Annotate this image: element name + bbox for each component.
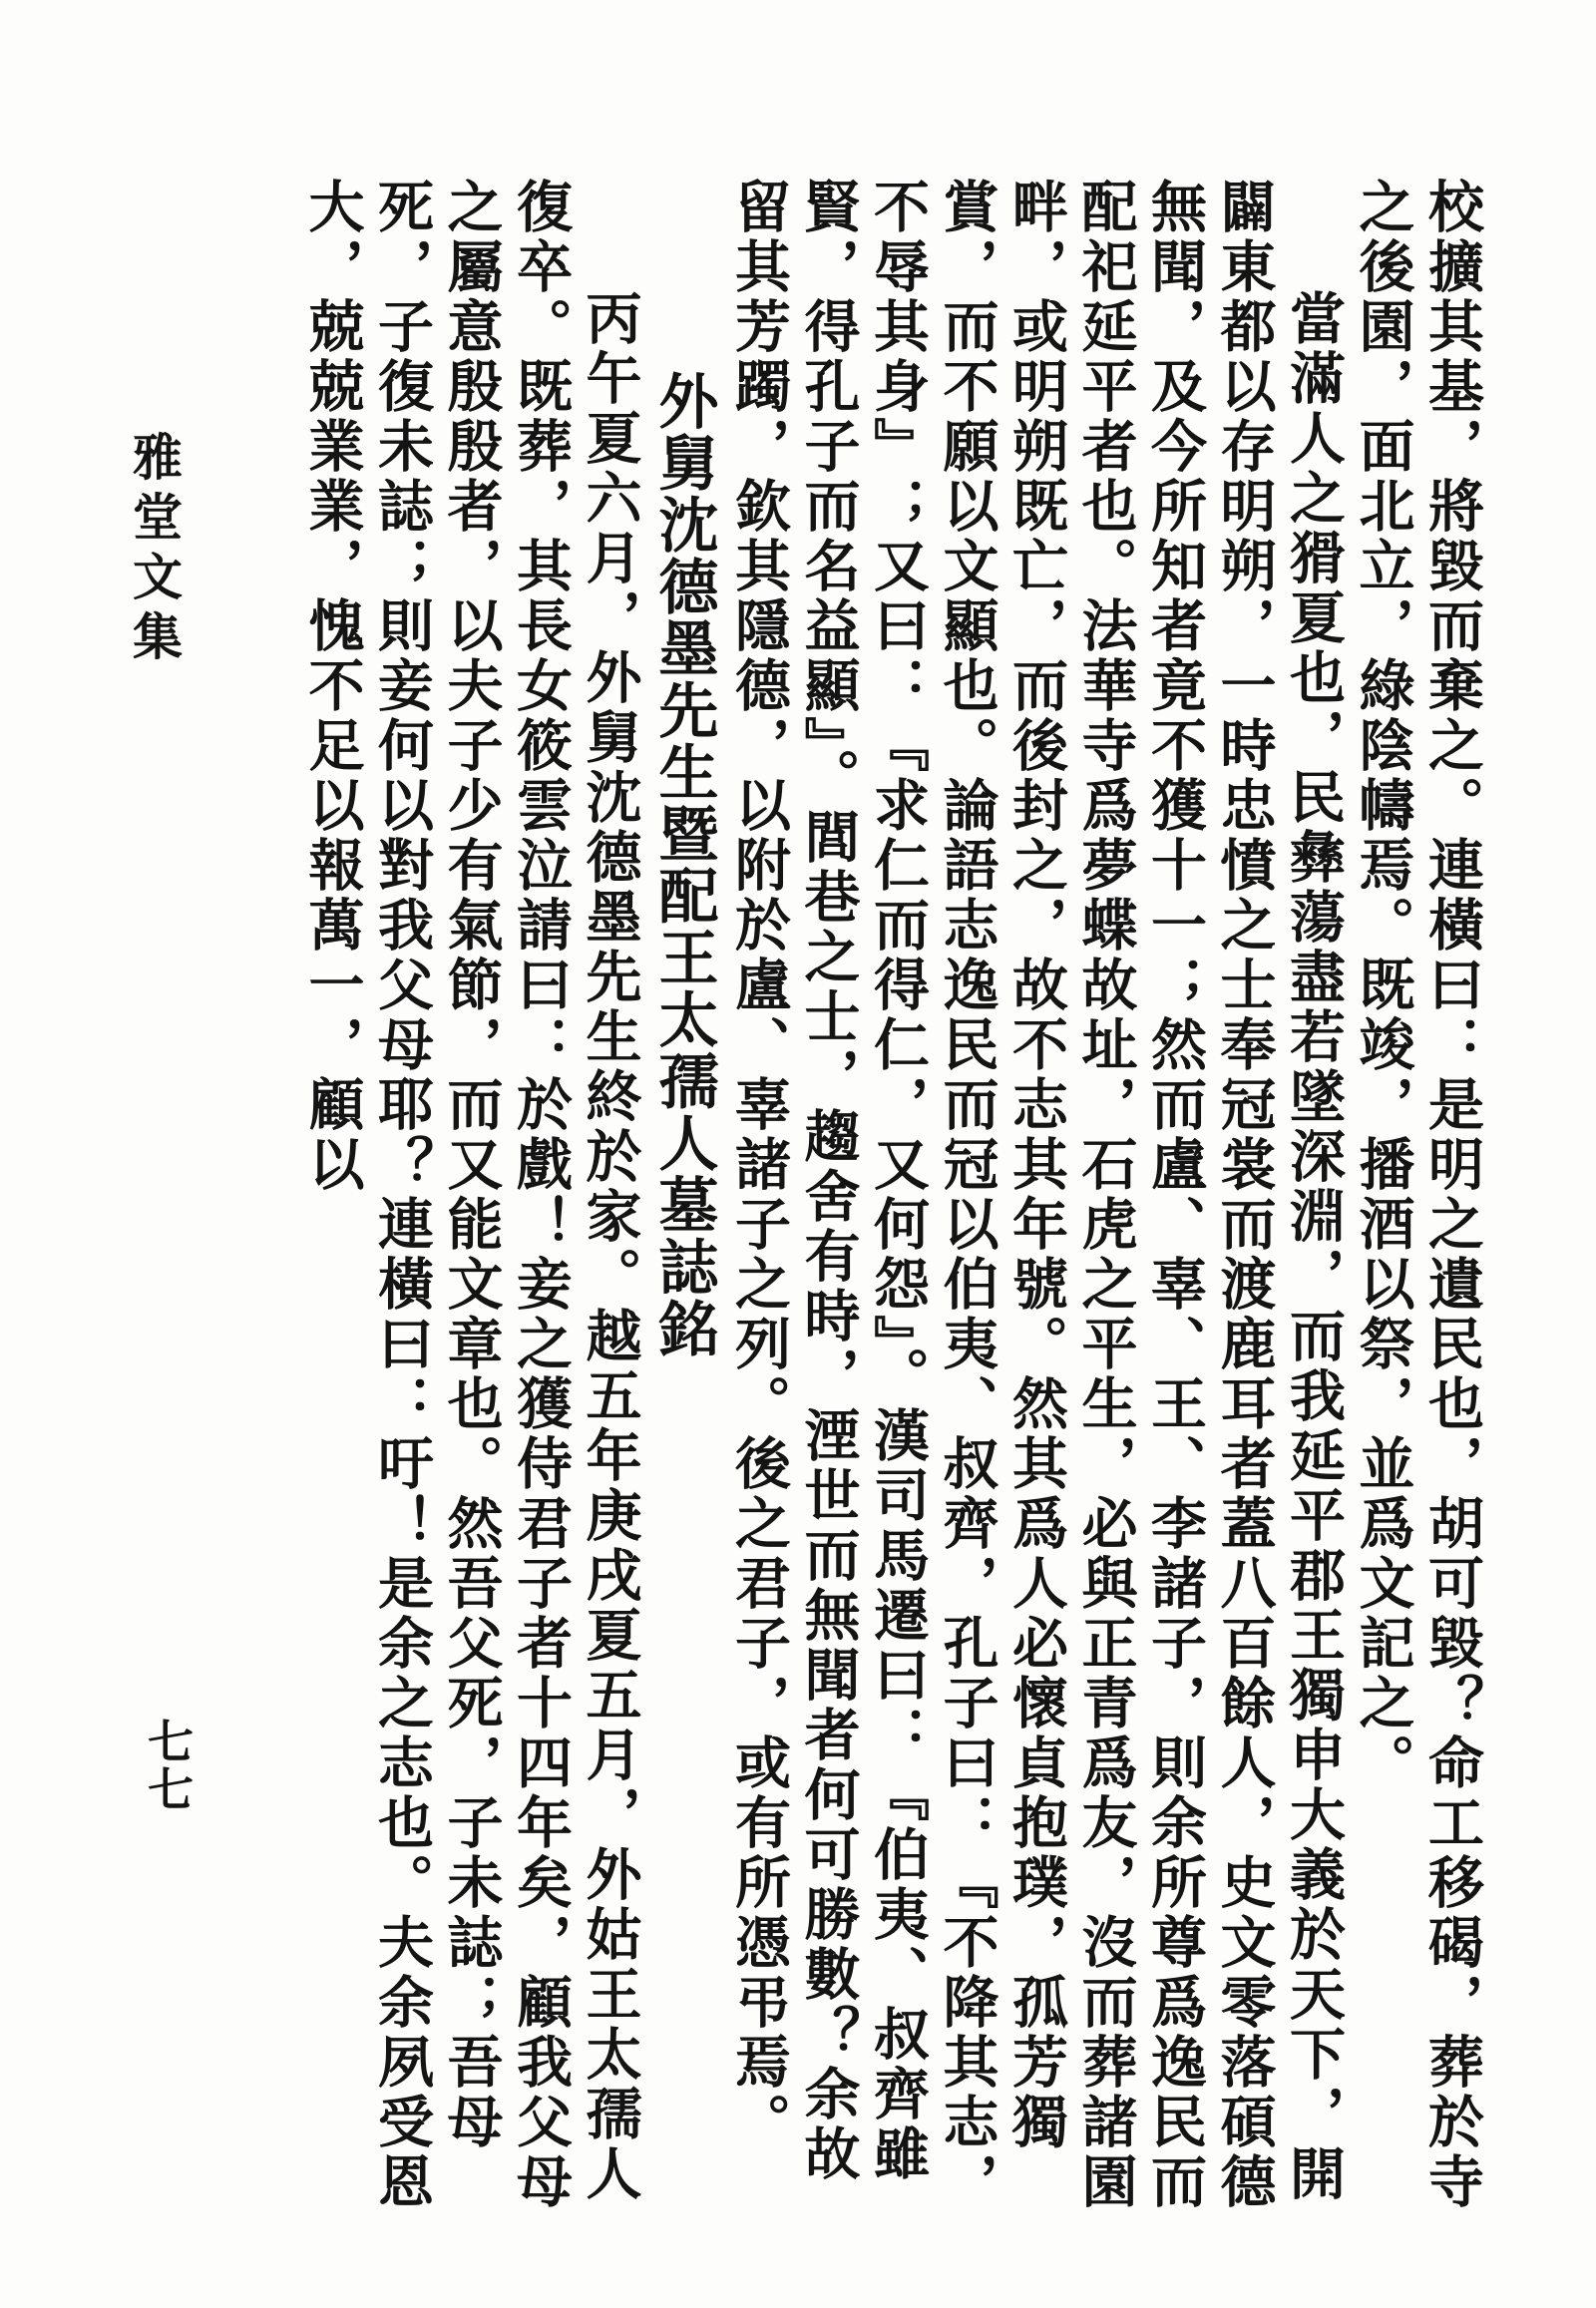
paragraph-epitaph-intro: 丙午夏六月，外舅沈德墨先生終於家。越五年庚戌夏五月，外姑王太孺人復卒。既葬，其長女筱雲泣請曰：於戲！妾之獲侍君子者十四年矣，顧我父母之屬意殷殷者，以夫子少有氣節，而又能文章也。然吾父死，子未誌；吾母死，子復未誌；則妾何以對我父母耶？連橫曰：吁！是余之志也。夫余夙受恩大，兢兢業業，愧不足以報萬一，顧以	[299, 178, 643, 2212]
running-header: 雅堂文集	[125, 431, 184, 670]
paragraph-stone-tiger: 當滿人之猾夏也，民彝蕩盡若墜深淵，而我延平郡王獨申大義於天下，開闢東都以存明朔，一時忠憤之士奉冠裳而渡鹿耳者蓋八百餘人，史文零落碩德無聞，及今所知者竟不獲十一；然而盧、辜、王、李諸子，則余所尊爲逸民而配祀延平者也。法華寺爲夢蝶故址，石虎之平生，必與正青爲友，沒而葬諸園畔，或明朔既亡，而後封之，故不志其年號。然其爲人必懷貞抱璞，孤芳獨賞，而不願以文顯也。論語志逸民而冠以伯夷、叔齊，孔子曰：『不降其志，不辱其身』；又曰：『求仁而得仁，又何怨』。漢司馬遷曰：『伯夷、叔齊雖賢，得孔子而名益顯』。閭巷之士，趨舍有時，湮世而無聞者何可勝數？余故留其芳躅，欽其隱德，以附於盧、辜諸子之列。後之君子，或有所憑弔焉。	[726, 178, 1347, 2212]
paragraph-continuation: 校擴其基，將毀而棄之。連橫曰：是明之遺民也，胡可毀？命工移碣，葬於寺之後園，面北立，綠陰幬焉。既竣，播酒以祭，並爲文記之。	[1350, 178, 1485, 2212]
page-number: 七七	[141, 1718, 195, 1813]
section-title: 外舅沈德墨先生暨配王太孺人墓誌銘	[648, 370, 719, 1359]
vertical-text-block	[297, 178, 1486, 2232]
